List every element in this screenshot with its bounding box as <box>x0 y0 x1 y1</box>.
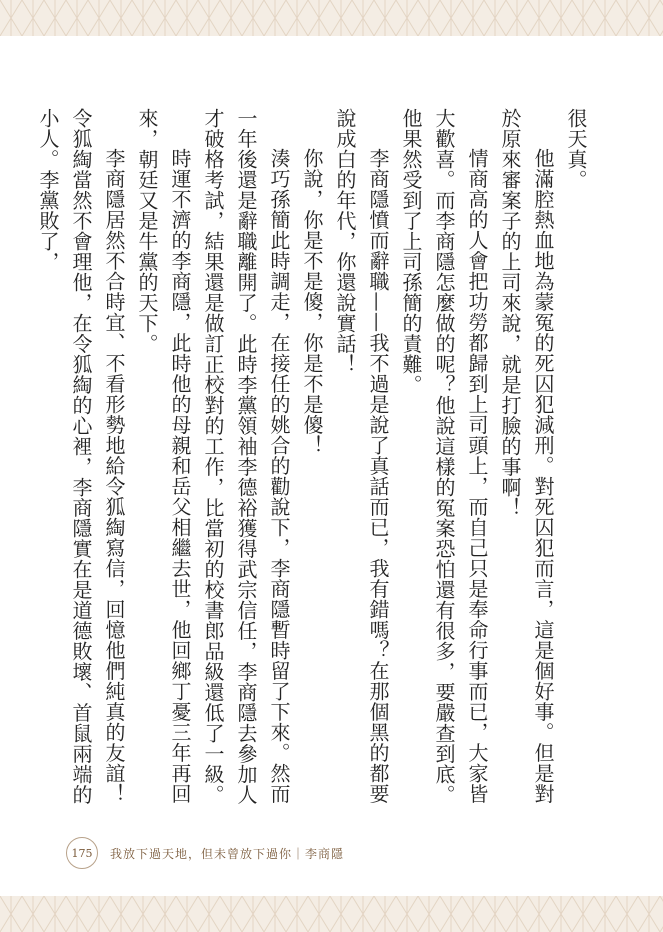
page-footer <box>66 838 344 868</box>
paragraph: 很天真。 <box>564 108 588 190</box>
paragraph: 你說，你是不是傻，你是不是傻！ <box>300 148 324 456</box>
vertical-body-text <box>36 108 592 813</box>
bottom-decorative-band <box>0 896 663 932</box>
paragraph: 他滿腔熱血地為蒙冤的死囚犯減刑。對死囚犯而言，這是個好事。但是對於原來審案子的上司來說，就是打臉的事啊！ <box>498 108 555 804</box>
paragraph: 李商隱憤而辭職——我不過是說了真話而已，我有錯嗎？在那個黑的都要說成白的年代，你還說實話！ <box>333 108 390 804</box>
top-decorative-band <box>0 0 663 36</box>
running-title: 我放下過天地，但未曾放下過你｜李商隱 <box>110 846 345 861</box>
lattice-pattern <box>0 896 663 932</box>
paragraph: 時運不濟的李商隱，此時他的母親和岳父相繼去世，他回鄉丁憂三年再回來，朝廷又是牛黨的天下。 <box>135 108 192 804</box>
lattice-pattern <box>0 0 663 36</box>
paragraph: 湊巧孫簡此時調走，在接任的姚合的勸說下，李商隱暫時留了下來。然而一年後還是辭職離開了。此時李黨領袖李德裕獲得武宗信任，李商隱去參加人才破格考試，結果還是做訂正校對的工作，比當初的校書郎品級還低了一級。 <box>201 108 291 805</box>
paragraph: 李商隱居然不合時宜、不看形勢地給令狐綯寫信，回憶他們純真的友誼！令狐綯當然不會理他，在令狐綯的心裡，李商隱實在是道德敗壞、首鼠兩端的小人。李黨敗了， <box>36 108 126 805</box>
paragraph: 情商高的人會把功勞都歸到上司頭上，而自己只是奉命行事而已，大家皆大歡喜。而李商隱怎麼做的呢？他說這樣的冤案恐怕還有很多，要嚴查到底。他果然受到了上司孫簡的責難。 <box>399 108 489 805</box>
page-number: 175 <box>66 837 98 869</box>
